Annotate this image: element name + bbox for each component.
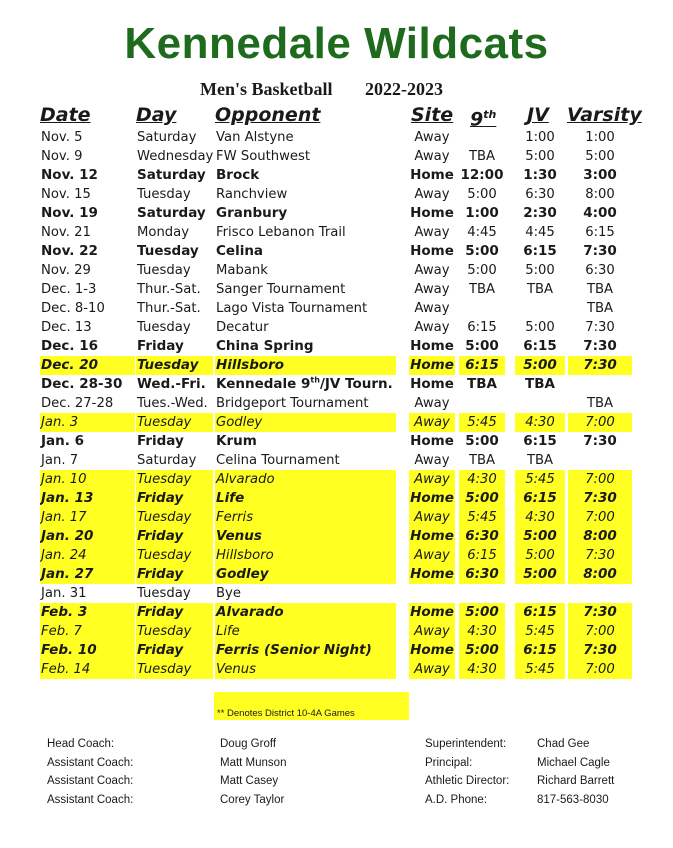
game-day: Tuesday: [136, 470, 213, 489]
game-opponent: Hillsboro: [215, 356, 396, 375]
staff-role: A.D. Phone:: [425, 793, 488, 806]
game-day: Tuesday: [136, 660, 213, 679]
game-date: Nov. 12: [41, 167, 98, 183]
schedule-row: [0, 508, 673, 527]
game-ninth-time: 6:30: [459, 527, 505, 546]
game-opponent: Celina Tournament: [216, 453, 340, 468]
game-ninth-time: [459, 584, 505, 603]
game-date: Dec. 20: [40, 356, 135, 375]
game-varsity-time: 7:30: [585, 320, 615, 335]
schedule-row: [0, 185, 673, 204]
staff-names-left: [220, 735, 286, 809]
game-jv-time: 1:00: [525, 130, 555, 145]
schedule-row: [0, 413, 673, 432]
game-site: Away: [414, 149, 450, 164]
game-site: Home: [410, 205, 454, 221]
opponent-text: Kennedale 9: [216, 376, 311, 392]
header-ninth-num: 9: [470, 108, 484, 131]
game-date: Jan. 17: [40, 508, 135, 527]
game-jv-time: TBA: [525, 376, 555, 392]
game-day: Friday: [136, 527, 213, 546]
game-varsity-time: [568, 375, 632, 394]
game-ninth-time: 4:30: [459, 622, 505, 641]
header-ninth: [470, 103, 497, 131]
game-day: Tuesday: [137, 187, 191, 202]
game-varsity-time: 5:00: [585, 149, 615, 164]
game-day: Monday: [137, 225, 190, 240]
schedule-row: [0, 394, 673, 413]
game-opponent: China Spring: [216, 338, 314, 354]
game-varsity-time: 6:15: [585, 225, 615, 240]
game-varsity-time: 7:00: [568, 508, 632, 527]
game-ninth-time: TBA: [468, 149, 496, 164]
game-jv-time: 5:00: [515, 565, 565, 584]
game-jv-time: 5:00: [525, 320, 555, 335]
game-site: Home: [410, 604, 454, 620]
header-ninth-sup: th: [483, 108, 497, 121]
game-varsity-time: 7:00: [568, 660, 632, 679]
game-ninth-time: 5:00: [459, 641, 505, 660]
game-opponent: Hillsboro: [215, 546, 396, 565]
game-day: Saturday: [137, 130, 197, 145]
game-jv-time: 6:15: [523, 433, 557, 449]
schedule-row: [0, 432, 673, 451]
game-opponent: Brock: [216, 167, 260, 183]
schedule-row: [0, 299, 673, 318]
game-jv-time: 6:30: [525, 187, 555, 202]
game-ninth-time: 4:30: [459, 660, 505, 679]
game-jv-time: TBA: [526, 282, 554, 297]
game-jv-time: 6:15: [523, 338, 557, 354]
game-jv-time: 5:45: [515, 470, 565, 489]
game-opponent: [215, 375, 396, 394]
game-opponent: Venus: [215, 527, 396, 546]
game-varsity-time: 8:00: [568, 565, 632, 584]
game-site: Away: [409, 546, 455, 565]
schedule-row: [0, 641, 673, 660]
game-date: Jan. 13: [40, 489, 135, 508]
game-day: Saturday: [137, 453, 197, 468]
game-opponent: Lago Vista Tournament: [216, 301, 368, 316]
game-site: Away: [409, 622, 455, 641]
schedule-row: [0, 527, 673, 546]
game-day: Tuesday: [137, 263, 191, 278]
game-ninth-time: 1:00: [465, 205, 499, 221]
game-date: Dec. 13: [41, 320, 92, 335]
game-opponent: Celina: [216, 243, 264, 259]
game-date: Feb. 10: [40, 641, 135, 660]
game-opponent: FW Southwest: [216, 149, 311, 164]
game-opponent: Sanger Tournament: [216, 282, 346, 297]
game-ninth-time: 5:00: [459, 603, 505, 622]
game-site: Away: [409, 413, 455, 432]
schedule-row: [0, 584, 673, 603]
staff-role: Assistant Coach:: [47, 775, 134, 787]
game-date: Nov. 5: [41, 130, 83, 145]
game-site: Away: [409, 470, 455, 489]
game-opponent: Venus: [215, 660, 396, 679]
schedule-row: [0, 242, 673, 261]
game-ninth-time: 5:00: [467, 187, 497, 202]
staff-role: Superintendent:: [425, 738, 507, 750]
schedule-subtitle: [200, 78, 443, 100]
game-day: Friday: [137, 433, 184, 449]
game-ninth-time: 5:45: [459, 508, 505, 527]
game-opponent: Life: [215, 622, 396, 641]
header-day: Day: [136, 104, 177, 126]
game-varsity-time: 7:30: [583, 338, 617, 354]
schedule-row: [0, 451, 673, 470]
schedule-row: [0, 565, 673, 584]
schedule-row: [0, 128, 673, 147]
game-ninth-time: 6:15: [467, 320, 497, 335]
game-ninth-time: 5:00: [465, 433, 499, 449]
game-ninth-time: TBA: [468, 453, 496, 468]
staff-name: Matt Casey: [220, 775, 279, 787]
game-opponent: Life: [215, 489, 396, 508]
game-date: Nov. 22: [41, 243, 98, 259]
game-varsity-time: TBA: [586, 282, 614, 297]
game-opponent: Decatur: [216, 320, 269, 335]
schedule-row: [0, 375, 673, 394]
game-varsity-time: 7:00: [568, 470, 632, 489]
game-ninth-time: [459, 394, 505, 413]
game-day: Thur.-Sat.: [137, 301, 201, 316]
schedule-row: [0, 166, 673, 185]
game-date: Nov. 21: [41, 225, 91, 240]
game-day: Wed.-Fri.: [137, 376, 206, 392]
game-date: Jan. 27: [40, 565, 135, 584]
game-varsity-time: 7:30: [568, 603, 632, 622]
sport-label: Men's Basketball: [200, 79, 333, 99]
game-opponent: Ferris (Senior Night): [215, 641, 396, 660]
game-site: Away: [414, 396, 450, 411]
staff-role: Assistant Coach:: [47, 793, 134, 806]
header-site: Site: [411, 104, 454, 126]
schedule-row: [0, 223, 673, 242]
game-site: Away: [409, 660, 455, 679]
game-ninth-time: 5:00: [465, 338, 499, 354]
game-ninth-time: TBA: [468, 282, 496, 297]
game-site: Away: [414, 225, 450, 240]
game-ninth-time: [459, 299, 505, 318]
schedule-row: [0, 622, 673, 641]
game-site: Home: [410, 433, 454, 449]
schedule-row: [0, 470, 673, 489]
game-site: Away: [414, 453, 450, 468]
game-opponent: Bridgeport Tournament: [216, 396, 369, 411]
game-jv-time: 4:30: [515, 508, 565, 527]
game-opponent: Ranchview: [216, 187, 288, 202]
game-varsity-time: 7:00: [568, 413, 632, 432]
game-ninth-time: 6:15: [459, 546, 505, 565]
game-opponent: Godley: [215, 565, 396, 584]
game-opponent: Alvarado: [215, 470, 396, 489]
game-date: Nov. 9: [41, 149, 83, 164]
opponent-sup: th: [310, 375, 320, 385]
game-date: Jan. 20: [40, 527, 135, 546]
game-site: Home: [410, 528, 454, 544]
game-site: Home: [410, 167, 454, 183]
game-site: Away: [409, 508, 455, 527]
page-title: Kennedale Wildcats: [124, 19, 549, 68]
game-day: Saturday: [137, 205, 206, 221]
staff-role: Assistant Coach:: [47, 756, 134, 769]
game-jv-time: 6:15: [515, 603, 565, 622]
schedule-row: [0, 660, 673, 679]
header-jv: JV: [527, 104, 549, 126]
schedule-row: [0, 546, 673, 565]
header-date: Date: [40, 104, 91, 126]
game-jv-time: [515, 394, 565, 413]
game-ninth-time: 5:45: [459, 413, 505, 432]
schedule-row: [0, 489, 673, 508]
schedule-row: [0, 318, 673, 337]
game-jv-time: 5:45: [515, 622, 565, 641]
game-date: Jan. 24: [40, 546, 135, 565]
game-ninth-time: 6:15: [459, 356, 505, 375]
game-opponent: Van Alstyne: [216, 130, 294, 145]
game-jv-time: 6:15: [523, 243, 557, 259]
schedule-row: [0, 337, 673, 356]
staff-role: Head Coach:: [47, 738, 115, 750]
game-varsity-time: 4:00: [583, 205, 617, 221]
game-site: Home: [410, 338, 454, 354]
game-date: Jan. 10: [40, 470, 135, 489]
game-day: Tuesday: [136, 546, 213, 565]
game-varsity-time: 6:30: [585, 263, 615, 278]
game-jv-time: 1:30: [523, 167, 557, 183]
game-opponent: Frisco Lebanon Trail: [216, 225, 346, 240]
schedule-row: [0, 603, 673, 622]
game-jv-time: 5:00: [515, 546, 565, 565]
game-varsity-time: 7:30: [568, 356, 632, 375]
game-varsity-time: 1:00: [585, 130, 615, 145]
game-varsity-time: 7:30: [583, 433, 617, 449]
staff-roles-right: [425, 735, 509, 809]
staff-name: Corey Taylor: [220, 793, 285, 806]
header-varsity: Varsity: [567, 104, 642, 126]
game-day: Tuesday: [137, 320, 191, 335]
game-date: Jan. 6: [41, 433, 84, 449]
game-site: Home: [410, 490, 454, 506]
game-ninth-time: [459, 128, 505, 147]
game-jv-time: 5:00: [525, 263, 555, 278]
game-jv-time: 5:00: [525, 149, 555, 164]
schedule-row: [0, 147, 673, 166]
game-date: Dec. 8-10: [41, 301, 105, 316]
game-date: Dec. 27-28: [41, 396, 114, 411]
game-date: Jan. 31: [41, 586, 87, 601]
game-day: Tuesday: [136, 356, 213, 375]
season-label: 2022-2023: [365, 79, 444, 99]
game-site: [409, 584, 455, 603]
game-site: Away: [414, 187, 450, 202]
game-jv-time: 2:30: [523, 205, 557, 221]
game-day: Tuesday: [137, 586, 191, 601]
game-varsity-time: 7:00: [568, 622, 632, 641]
game-varsity-time: 8:00: [568, 527, 632, 546]
game-site: Home: [410, 376, 454, 392]
game-varsity-time: 7:30: [568, 489, 632, 508]
game-opponent: Ferris: [215, 508, 396, 527]
game-day: Wednesday: [137, 149, 213, 164]
game-ninth-time: TBA: [467, 376, 497, 392]
game-date: Feb. 14: [40, 660, 135, 679]
game-ninth-time: 5:00: [467, 263, 497, 278]
schedule-table: [0, 128, 673, 679]
game-varsity-time: 7:30: [568, 641, 632, 660]
staff-name: Michael Cagle: [537, 756, 610, 769]
game-varsity-time: [568, 584, 632, 603]
staff-name: Doug Groff: [220, 738, 277, 750]
game-jv-time: 6:15: [515, 489, 565, 508]
game-date: Dec. 28-30: [41, 376, 123, 392]
game-ninth-time: 12:00: [460, 167, 504, 183]
staff-name: Chad Gee: [537, 738, 590, 750]
game-day: Tuesday: [137, 243, 199, 259]
game-date: Jan. 3: [40, 413, 135, 432]
opponent-tail: /JV Tourn.: [319, 376, 393, 392]
header-opponent: Opponent: [215, 104, 321, 126]
game-day: Tues.-Wed.: [137, 396, 208, 411]
game-day: Tuesday: [136, 508, 213, 527]
game-date: Dec. 1-3: [41, 282, 97, 297]
game-jv-time: 5:45: [515, 660, 565, 679]
game-date: Nov. 15: [41, 187, 91, 202]
game-varsity-time: 7:30: [568, 546, 632, 565]
game-jv-time: 4:30: [515, 413, 565, 432]
game-site: Home: [410, 243, 454, 259]
game-opponent: Godley: [215, 413, 396, 432]
game-ninth-time: 4:45: [467, 225, 497, 240]
game-site: Home: [410, 357, 454, 373]
game-jv-time: [515, 299, 565, 318]
schedule-row: [0, 204, 673, 223]
game-opponent: Granbury: [216, 205, 288, 221]
game-jv-time: [515, 584, 565, 603]
game-opponent: Alvarado: [215, 603, 396, 622]
district-note: ** Denotes District 10-4A Games: [214, 692, 409, 720]
game-date: Feb. 3: [40, 603, 135, 622]
staff-role: Principal:: [425, 756, 473, 769]
game-day: Tuesday: [136, 622, 213, 641]
game-day: Saturday: [137, 167, 206, 183]
game-jv-time: 6:15: [515, 641, 565, 660]
game-ninth-time: 4:30: [459, 470, 505, 489]
game-date: Jan. 7: [41, 453, 79, 468]
game-day: Tuesday: [136, 413, 213, 432]
game-date: Nov. 19: [41, 205, 98, 221]
game-ninth-time: 5:00: [465, 243, 499, 259]
game-opponent: Mabank: [216, 263, 268, 278]
game-varsity-time: TBA: [586, 396, 614, 411]
game-day: Friday: [136, 489, 213, 508]
game-day: Friday: [136, 641, 213, 660]
game-ninth-time: 5:00: [459, 489, 505, 508]
game-site: Away: [414, 282, 450, 297]
game-varsity-time: TBA: [586, 301, 614, 316]
game-varsity-time: 7:30: [583, 243, 617, 259]
schedule-row: [0, 261, 673, 280]
schedule-row: [0, 356, 673, 375]
game-jv-time: 5:00: [515, 356, 565, 375]
game-day: Friday: [136, 565, 213, 584]
game-site: Away: [414, 130, 450, 145]
game-opponent: Bye: [216, 586, 241, 601]
game-site: Home: [410, 566, 454, 582]
staff-name: Richard Barrett: [537, 775, 615, 787]
game-day: Thur.-Sat.: [137, 282, 201, 297]
game-jv-time: 5:00: [515, 527, 565, 546]
game-jv-time: TBA: [526, 453, 554, 468]
game-date: Dec. 16: [41, 338, 98, 354]
game-jv-time: 4:45: [525, 225, 555, 240]
staff-roles-left: [47, 735, 133, 809]
game-site: Away: [414, 301, 450, 316]
game-date: Feb. 7: [40, 622, 135, 641]
game-date: Nov. 29: [41, 263, 91, 278]
game-site: Home: [410, 642, 454, 658]
game-day: Friday: [137, 338, 184, 354]
staff-names-right: [537, 735, 614, 809]
game-site: Away: [414, 263, 450, 278]
game-varsity-time: 8:00: [585, 187, 615, 202]
game-site: Away: [414, 320, 450, 335]
staff-role: Athletic Director:: [425, 775, 510, 787]
game-varsity-time: 3:00: [583, 167, 617, 183]
staff-name: Matt Munson: [220, 756, 287, 769]
staff-name: 817-563-8030: [537, 793, 609, 806]
schedule-row: [0, 280, 673, 299]
game-day: Friday: [136, 603, 213, 622]
game-varsity-time: [568, 451, 632, 470]
game-ninth-time: 6:30: [459, 565, 505, 584]
game-opponent: Krum: [216, 433, 257, 449]
